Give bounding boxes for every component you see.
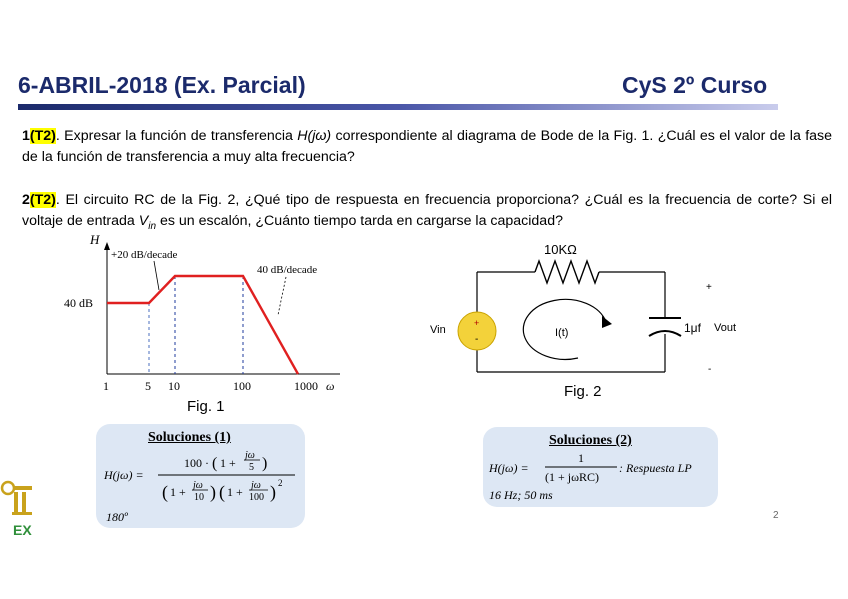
question-2-text-b: es un escalón, ¿Cuánto tiempo tarda en cargarse la capacidad?: [156, 213, 563, 229]
solution-2-answer: 16 Hz; 50 ms: [489, 488, 553, 502]
x-tick-5: 5: [145, 379, 151, 393]
sol1-exponent: 2: [278, 478, 283, 488]
y-axis-label: H: [90, 232, 100, 247]
question-2-tag: (T2): [29, 192, 56, 208]
logo-text: EX: [13, 522, 32, 538]
y-axis-arrow: [104, 242, 110, 250]
logo-bar: [14, 486, 32, 490]
question-1-func: H(jω): [297, 128, 332, 144]
out-plus: +: [706, 282, 712, 293]
sol1-den-paren-r2: ): [270, 482, 276, 502]
sol1-lhs: H(jω) =: [104, 468, 144, 482]
x-tick-1: 1: [103, 379, 109, 393]
sol1-den-paren-l1: (: [162, 482, 168, 502]
header-rule: [18, 104, 778, 110]
x-tick-10: 10: [168, 379, 180, 393]
question-1: [22, 126, 832, 168]
logo-column-2: [22, 492, 26, 512]
sol2-lhs: H(jω) =: [489, 461, 529, 475]
sol1-den-paren-l2: (: [219, 482, 225, 502]
sol1-num-paren-r: ): [262, 455, 268, 472]
sol1-den-d1: 10: [194, 492, 204, 503]
solution-2-title: Soluciones (2): [549, 433, 632, 448]
annot-fall-pointer: [278, 277, 286, 315]
sol2-den: (1 + jωRC): [545, 470, 599, 484]
question-2-text-a: . El circuito RC de la Fig. 2, ¿Qué tipo de respuesta en frecuencia proporciona? ¿Cuál es la frecuencia de corte? Si el voltaje de entrada: [22, 192, 832, 229]
level-label: 40 dB: [64, 296, 94, 310]
source-label: Vin: [430, 324, 446, 336]
resistor: [535, 261, 599, 283]
annot-fall: 40 dB/decade: [257, 264, 318, 276]
out-minus: -: [708, 364, 712, 375]
course-title: CyS 2º Curso: [622, 72, 768, 98]
solution-1-title: Soluciones (1): [148, 430, 231, 445]
solution-box-2: [483, 427, 718, 507]
x-tick-100: 100: [233, 379, 251, 393]
sol1-den-j2: jω: [251, 480, 261, 491]
logo-ring: [2, 482, 14, 494]
sol1-num-one: 1 +: [220, 456, 236, 470]
question-1-text-a: . Expresar la función de transferencia: [55, 128, 298, 144]
capacitor-label: 1μf: [684, 321, 701, 335]
solution-box-1: [96, 424, 305, 528]
annot-rise-pointer: [154, 261, 159, 290]
question-1-number: 1: [22, 128, 30, 144]
sol1-den-one-1: 1 +: [170, 485, 186, 499]
question-2-number: 2: [22, 192, 30, 208]
solution-2-formula: [487, 447, 717, 487]
slide-title: 6-ABRIL-2018 (Ex. Parcial): [18, 72, 306, 98]
solution-1-formula: [100, 448, 305, 508]
vout-label: Vout: [714, 322, 737, 334]
sol2-num: 1: [578, 451, 584, 465]
solution-1-phase: 180º: [106, 510, 128, 524]
resistor-label: 10KΩ: [544, 242, 577, 257]
sol1-num-j: jω: [245, 450, 255, 461]
rc-circuit: [428, 236, 738, 386]
slide-number: 2: [773, 510, 779, 521]
sol1-den-j1: jω: [193, 480, 203, 491]
fig2-caption: Fig. 2: [564, 383, 602, 400]
sol1-num-d: 5: [249, 462, 254, 473]
current-arrow: [602, 316, 612, 328]
annot-rise: +20 dB/decade: [111, 249, 178, 261]
sol1-num-paren-l: (: [212, 455, 218, 472]
question-1-tag: (T2): [29, 128, 56, 144]
bode-diagram: [58, 230, 348, 425]
source-plus: +: [474, 318, 480, 328]
logo-column-1: [14, 492, 18, 512]
sol2-tail: : Respuesta LP: [619, 461, 692, 475]
bode-curve: [107, 276, 298, 374]
current-label: I(t): [555, 327, 569, 339]
uex-logo: [0, 478, 36, 538]
fig1-caption: Fig. 1: [187, 398, 225, 415]
sol1-num-coef: 100 ·: [184, 456, 209, 470]
sol1-den-d2: 100: [249, 492, 264, 503]
sol1-den-paren-r1: ): [210, 482, 216, 502]
source-minus: -: [475, 334, 479, 345]
x-axis-label: ω: [326, 379, 335, 393]
question-1-text-b: correspondiente al diagrama de Bode de la Fig. 1. ¿Cuál es el valor de la fase de la función de transferencia a muy alta frecuencia?: [22, 128, 833, 165]
x-tick-1000: 1000: [294, 379, 318, 393]
logo-base: [12, 512, 32, 515]
sol1-den-one-2: 1 +: [227, 485, 243, 499]
question-2-vin: $V_{in}$: [138, 213, 157, 232]
